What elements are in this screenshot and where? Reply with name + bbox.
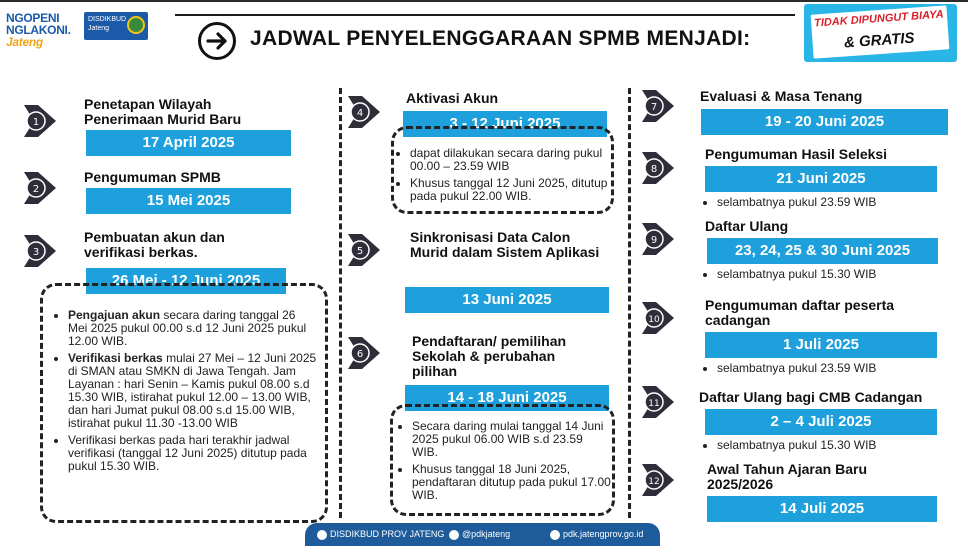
logo-text-line2: NGLAKONI. xyxy=(6,23,71,37)
step-9-note: • selambatnya pukul 15.30 WIB xyxy=(717,268,935,281)
step-12-date: 14 Juli 2025 xyxy=(707,496,937,522)
step-12-arrow-icon xyxy=(640,462,676,498)
step-11-note: • selambatnya pukul 15.30 WIB xyxy=(717,439,935,452)
step-8-number: 8 xyxy=(650,164,658,175)
step-2-date: 15 Mei 2025 xyxy=(86,188,291,214)
step-7-title: Evaluasi & Masa Tenang xyxy=(700,88,863,104)
step-3-note-2: • Verifikasi berkas mulai 27 Mei – 12 Juni 2025 di SMAN atau SMKN di Jawa Tengah. Jam Layanan : hari Senin – Kamis pukul 08.00 s.d 15.30 WIB, istirahat pukul 12.00 – 13.00 WIB, dan hari Jumat pukul 08.00 s.d 15.00 WIB, istirahat pukul 11.30 -13.00 WIB xyxy=(68,352,318,430)
step-7-number: 7 xyxy=(650,102,658,113)
step-5-date: 13 Juni 2025 xyxy=(405,287,609,313)
step-5-number: 5 xyxy=(356,246,364,257)
step-2-title: Pengumuman SPMB xyxy=(84,169,221,185)
logo-text-line1: NGOPENI xyxy=(6,11,60,25)
header-rule xyxy=(175,14,795,16)
step-5-title: Sinkronisasi Data Calon Murid dalam Sistem Aplikasi xyxy=(410,229,600,260)
step-6-title: Pendaftaran/ pemilihan Sekolah & perubahan pilihan xyxy=(412,333,567,379)
free-badge xyxy=(804,4,957,62)
footer-bar xyxy=(305,523,660,546)
step-1-title: Penetapan Wilayah Penerimaan Murid Baru xyxy=(84,96,242,127)
footer-website[interactable] xyxy=(550,523,643,546)
step-4-arrow-icon xyxy=(346,94,382,130)
step-3-number: 3 xyxy=(32,247,40,258)
column-divider-left xyxy=(339,88,342,518)
column-divider-right xyxy=(628,88,631,518)
step-8-title: Pengumuman Hasil Seleksi xyxy=(705,146,888,162)
step-4-title: Aktivasi Akun xyxy=(406,90,499,106)
ngopeni-logo xyxy=(6,12,80,48)
step-6-note-1: • Secara daring mulai tanggal 14 Juni 2025 pukul 06.00 WIB s.d 23.59 WIB. xyxy=(412,420,612,459)
logo-text-line3: Jateng xyxy=(6,35,43,49)
step-1-number: 1 xyxy=(32,117,40,128)
step-3-title: Pembuatan akun dan verifikasi berkas. xyxy=(84,229,225,260)
x-social-icon xyxy=(449,530,459,540)
badge-text-line2: & GRATIS xyxy=(843,29,916,52)
step-3-notes xyxy=(56,309,318,477)
badge-text-line1: TIDAK DIPUNGUT BIAYA xyxy=(813,8,945,30)
step-10-title: Pengumuman daftar peserta cadangan xyxy=(705,297,895,328)
step-3-arrow-icon xyxy=(22,233,58,269)
disdikbud-logo xyxy=(84,12,148,40)
step-12-number: 12 xyxy=(648,477,660,487)
step-10-arrow-icon xyxy=(640,300,676,336)
step-6-note-2: • Khusus tanggal 18 Juni 2025, pendaftaran ditutup pada pukul 17.00 WIB. xyxy=(412,463,612,502)
step-11-number: 11 xyxy=(648,399,660,409)
step-7-arrow-icon xyxy=(640,88,676,124)
step-7-date: 19 - 20 Juni 2025 xyxy=(701,109,948,135)
step-9-notes xyxy=(705,268,935,285)
step-10-notes xyxy=(705,362,935,379)
step-4-note-2: • Khusus tanggal 12 Juni 2025, ditutup pada pukul 22.00 WIB. xyxy=(410,177,608,203)
step-9-date: 23, 24, 25 & 30 Juni 2025 xyxy=(707,238,938,264)
step-11-arrow-icon xyxy=(640,384,676,420)
disdikbud-logo-line1: DISDIKBUD xyxy=(88,16,127,23)
step-3-note-3: • Verifikasi berkas pada hari terakhir jadwal verifikasi (tanggal 12 Juni 2025) ditutup pada pukul 15.30 WIB. xyxy=(68,434,318,473)
globe-icon xyxy=(550,530,560,540)
step-11-title: Daftar Ulang bagi CMB Cadangan xyxy=(699,389,923,405)
step-1-arrow-icon xyxy=(22,103,58,139)
step-8-note: • selambatnya pukul 23.59 WIB xyxy=(717,196,935,209)
step-9-arrow-icon xyxy=(640,221,676,257)
step-9-title: Daftar Ulang xyxy=(705,218,789,234)
step-4-number: 4 xyxy=(356,108,364,119)
step-11-notes xyxy=(705,439,935,456)
step-2-number: 2 xyxy=(32,184,40,195)
disdikbud-logo-line2: Jateng xyxy=(88,25,110,32)
step-10-number: 10 xyxy=(648,315,660,325)
step-3-note-1: • Pengajuan akun secara daring tanggal 26 Mei 2025 pukul 00.00 s.d 12 Juni 2025 pukul 12.00 WIB. xyxy=(68,309,318,348)
step-3-date: 26 Mei - 12 Juni 2025 xyxy=(86,268,286,294)
footer-youtube-label: DISDIKBUD PROV JATENG xyxy=(330,529,445,539)
step-6-arrow-icon xyxy=(346,335,382,371)
step-2-arrow-icon xyxy=(22,170,58,206)
step-4-notes xyxy=(398,147,608,207)
youtube-icon xyxy=(317,530,327,540)
footer-website-label: pdk.jatengprov.go.id xyxy=(563,529,644,539)
page-title: JADWAL PENYELENGGARAAN SPMB MENJADI: xyxy=(250,27,751,50)
jateng-seal-icon xyxy=(127,16,145,34)
step-12-title: Awal Tahun Ajaran Baru 2025/2026 xyxy=(707,461,867,492)
step-1-date: 17 April 2025 xyxy=(86,130,291,156)
step-4-date: 3 - 12 Juni 2025 xyxy=(403,111,607,137)
footer-x-label: @pdkjateng xyxy=(462,529,511,539)
step-8-date: 21 Juni 2025 xyxy=(705,166,937,192)
step-6-notes xyxy=(400,420,612,506)
step-10-note: • selambatnya pukul 23.59 WIB xyxy=(717,362,935,375)
step-8-notes xyxy=(705,196,935,213)
step-5-arrow-icon xyxy=(346,232,382,268)
step-11-date: 2 – 4 Juli 2025 xyxy=(705,409,937,435)
step-6-date: 14 - 18 Juni 2025 xyxy=(405,385,609,411)
step-8-arrow-icon xyxy=(640,150,676,186)
arrow-right-circle-icon xyxy=(198,22,236,60)
step-6-number: 6 xyxy=(356,349,364,360)
top-frame-line xyxy=(0,0,968,2)
step-10-date: 1 Juli 2025 xyxy=(705,332,937,358)
footer-x[interactable] xyxy=(449,523,510,546)
step-9-number: 9 xyxy=(650,235,658,246)
step-4-note-1: • dapat dilakukan secara daring pukul 00.00 – 23.59 WIB xyxy=(410,147,608,173)
footer-youtube[interactable] xyxy=(317,523,444,546)
